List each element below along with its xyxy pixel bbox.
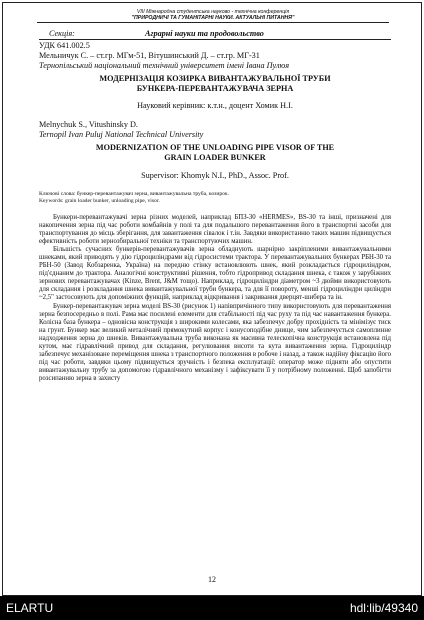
udc-code: УДК 641.002.5 (39, 41, 90, 50)
paper-page (2, 2, 422, 596)
repository-footer (0, 596, 424, 620)
title-en-line-1: MODERNIZATION OF THE UNLOADING PIPE VISOR OF THE (95, 143, 335, 152)
supervisor-en: Supervisor: Khomyk N.I., PhD., Assoc. Prof. (141, 171, 289, 180)
section-value: Аграрні науки та продовольство (145, 29, 264, 38)
title-ua-line-1: МОДЕРНІЗАЦІЯ КОЗИРКА ВИВАНТАЖУВАЛЬНОЇ ТРУБИ (99, 74, 331, 83)
title-en-line-2: GRAIN LOADER BUNKER (164, 153, 266, 162)
keywords-block (39, 191, 391, 205)
page-number: 12 (208, 575, 216, 584)
supervisor-ua: Науковий керівник: к.т.н., доцент Хомик Н.І. (137, 101, 293, 110)
keywords-en: Keywords: grain loader bunker, unloading pipe, visor. (39, 198, 160, 204)
conference-title: VIII Міжнародна студентська науково - технічна конференція (136, 9, 290, 15)
conference-subtitle: "ПРИРОДНИЧІ ТА ГУМАНІТАРНІ НАУКИ. АКТУАЛЬНІ ПИТАННЯ" (131, 15, 295, 22)
authors-en: Melnychuk S., Vitushinsky D. (39, 120, 138, 129)
paragraph-2: Більшість сучасних бункерів-перевантажувачів зерна обладнують шарнірно закріпленими вивантажувальними шнеками, який приводять у дію гідроциліндрами від гідросистеми трактора. У перевантажувальних бункерах РБН-30 та РБН-50 (Завод Кобзаренка, Україна) на передню стінку встановлюють шнек, який розкладається гідроциліндром, під'єднаним до трактора. Аналогічні конструктивні рішення, тобто гідропривод складання шнека, є також у зарубіжних зернових перевантажувачах (Kinze, Brent, J&M тощо). Наприклад, гідроциліндри діаметром ~3 дюйми використовують для складання і розкладання шнека вивантажувальної труби бункера, та для її повороту, менші гідроциліндри циліндри ~2,5" застосовують для допоміжних функцій, наприклад відкривання і закривання дверцят-шибера та ін. (39, 246, 391, 302)
conference-header (37, 9, 389, 23)
affiliation-ua: Тернопільський національний технічний університет імені Івана Пулюя (39, 61, 290, 70)
title-ua-line-2: БУНКЕРА-ПЕРЕВАНТАЖУВАЧА ЗЕРНА (136, 84, 294, 93)
keywords-ua: Ключові слова: бункер-перевантажувач зерна, вивантажувальна труба, козирок. (39, 191, 230, 197)
repository-name[interactable]: ELARTU (6, 601, 54, 615)
body-text (39, 214, 391, 383)
header-rule (37, 22, 389, 23)
affiliation-en: Ternopil Ivan Puluj National Technical University (39, 130, 204, 139)
authors-ua: Мельничук С. – ст.гр. МГм-51, Вітушинський Д. – ст.гр. МГ-31 (39, 51, 260, 60)
section-label: Секція: (49, 29, 75, 38)
paragraph-1: Бункери-перевантажувачі зерна різних моделей, наприклад БПЗ-30 «HERMES», BS-30 та інші, призначені для накопичення зерна під час роботи комбайнів у полі та для подальшого перевантаження його в транспортні засоби для транспортування до місць зберігання, для завантаження сівалок і т.ін. Завдяки використанню таких машин підвищується ефективність роботи зернозбиральної техніки та транспортуючих машин. (39, 214, 391, 246)
paragraph-3: Бункер-перевантажувач зерна моделі BS-30 (рисунок 1) напівпричінного типу використовують для перевантаження зерна безпосередньо в полі. Рама має посилені елементи для стабільності під час руху та під час навантаження бункера. Колісна база бункера – одновісна конструкція з широкими колесами, яка забезпечує добру прохідність та мінімізує тиск на грунт. Бункер має великий металічний прямокутний корпус і конусоподібне днище, чим забезпечується самоплинне надходження зерна до шнеків. Вивантажувальна труба виконана як масивна телескопічна конструкція встановлена під кутом, має гідравлічний привод для складання, регулювання висоти та кута вивантаження зерна. Гідроциліндр забезпечує механізоване переміщення шнека з транспортного положення в робоче і назад, а також надійну фіксацію його під час роботи, завдяки цьому підвищується зручність і безпека експлуатації: оператор може підняти або опустити вивантажувальну трубу за допомогою гідравлічного механізму і зафіксувати її у потрібному положенні. Щоб запобігти розсипанню зерна в захисту (39, 302, 391, 382)
section-underline (39, 39, 391, 40)
handle-id[interactable]: hdl:lib/49340 (349, 601, 418, 615)
